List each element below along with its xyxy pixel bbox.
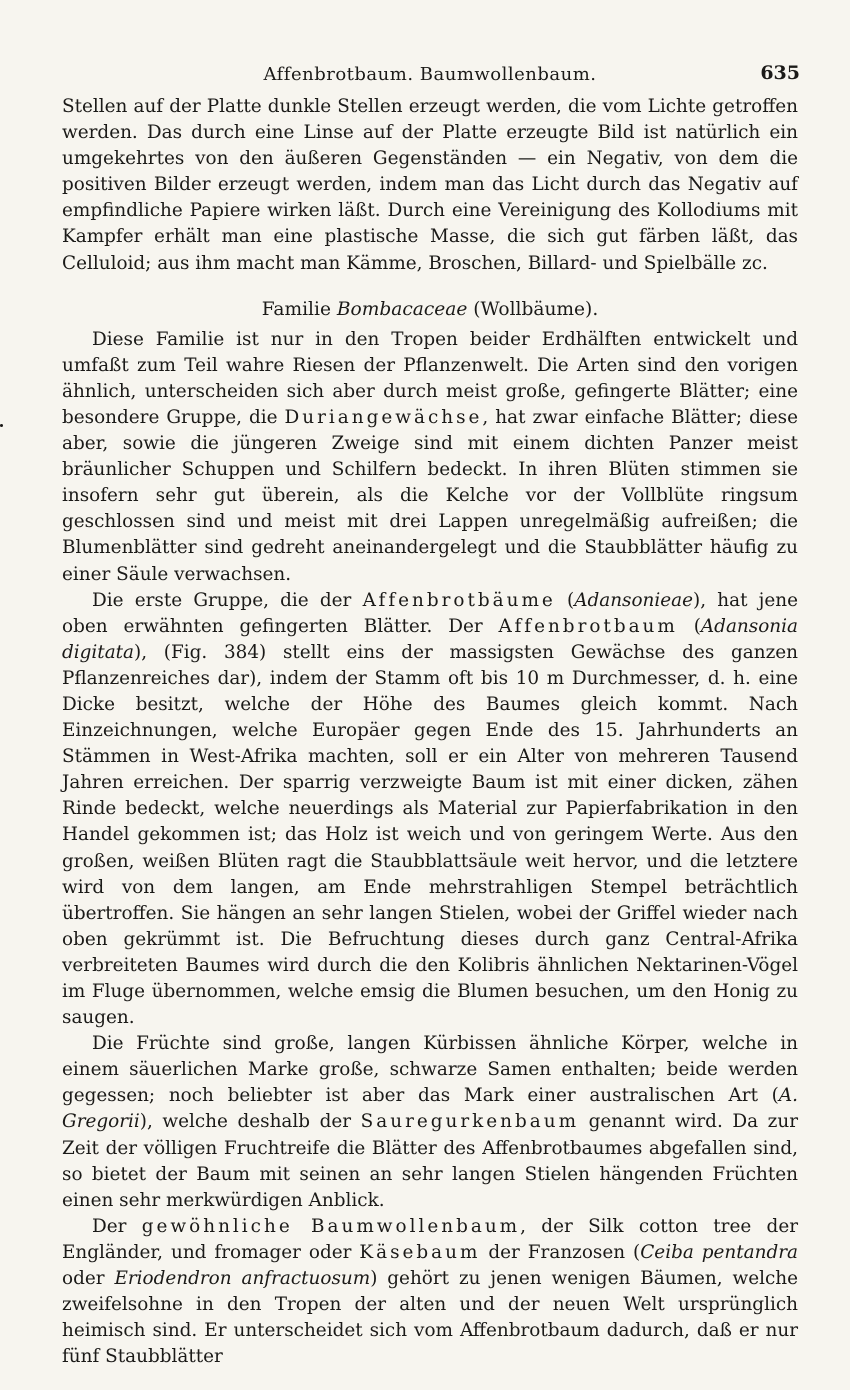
paragraph-4-t3: genannt wird. Da zur Zeit der völligen Fruchtreife die Blätter des Affenbrotbaumes abgefallen sind, so bietet der Baum mit seinen an sehr langen Stielen hängenden Früchten einen sehr merkwürdigen Anblick. xyxy=(62,1111,798,1211)
paragraph-5 xyxy=(62,1214,798,1371)
section-heading-pre: Familie xyxy=(261,298,337,320)
paragraph-3-spaced2: Affenbrotbaum xyxy=(498,615,678,637)
paragraph-5-latin1: Ceiba pentandra xyxy=(640,1241,799,1263)
paragraph-5-t4: oder xyxy=(62,1268,115,1290)
section-heading xyxy=(62,297,798,323)
paragraph-4-spaced1: Sauregurkenbaum xyxy=(360,1111,580,1133)
paragraph-5-latin2: Eriodendron anfractuosum xyxy=(114,1268,371,1290)
page xyxy=(62,60,798,1370)
paragraph-3-spaced1: Affenbrotbäume xyxy=(362,589,556,611)
paragraph-2-text-a: Diese Familie ist nur in den Tropen beider Erdhälften entwickelt und umfaßt zum Teil wahre Riesen der Pflanzenwelt. Die Arten sind den vorigen ähnlich, unterscheiden sich aber durch meist große, gefingerte Blätter; eine besondere Gruppe, die xyxy=(62,328,798,428)
body-text xyxy=(62,94,798,1370)
paragraph-1 xyxy=(62,94,798,277)
paragraph-5-t2: , der Silk cotton tree der Engländer, und fromager oder xyxy=(62,1215,799,1263)
paragraph-3 xyxy=(62,588,798,1032)
paragraph-5-t3: der Franzosen ( xyxy=(480,1241,641,1263)
paragraph-5-t5: ) gehört zu jenen wenigen Bäumen, welche zweifelsohne in den Tropen der alten und der neuen Welt ursprünglich heimisch sind. Er unterscheidet sich vom Affenbrotbaum dadurch, daß er nur fünf Staubblätter xyxy=(62,1268,798,1368)
running-title: Affenbrotbaum. Baumwollenbaum. xyxy=(263,64,597,85)
paragraph-1-text: Stellen auf der Platte dunkle Stellen erzeugt werden, die vom Lichte getroffen werden. Das durch eine Linse auf der Platte erzeugte Bild ist natürlich ein umgekehrtes von den äußeren Gegenständen — ein Negativ, von dem die positiven Bilder erzeugt werden, indem man das Licht durch das Negativ auf empfindliche Papiere wirken läßt. Durch eine Vereinigung des Kollodiums mit Kampfer erhält man eine plastische Masse, die sich gut färben läßt, das Celluloid; aus ihm macht man Kämme, Broschen, Billard- und Spielbälle zc. xyxy=(62,96,798,274)
paragraph-5-spaced1: gewöhnliche Baumwollenbaum xyxy=(141,1215,521,1237)
paragraph-2 xyxy=(62,327,798,588)
paragraph-4-t1: Die Früchte sind große, langen Kürbissen ähnliche Körper, welche in einem säuerlichen Marke große, schwarze Samen enthalten; beide werden gegessen; noch beliebter ist aber das Mark einer australischen Art ( xyxy=(62,1033,798,1107)
running-head xyxy=(62,60,798,94)
paragraph-2-spaced: Duriangewächse xyxy=(284,406,483,428)
paragraph-3-t2: ( xyxy=(555,589,575,611)
paragraph-3-t1: Die erste Gruppe, die der xyxy=(92,589,363,611)
paragraph-5-t1: Der xyxy=(92,1215,142,1237)
paragraph-3-t5: ), (Fig. 384) stellt eins der massigsten Gewächse des ganzen Pflanzenreiches dar), indem der Stamm oft bis 10 m Durchmesser, d. h. eine Dicke besitzt, welche der Höhe des Baumes gleich kommt. Nach Einzeichnungen, welche Europäer gegen Ende des 15. Jahrhunderts an Stämmen in West-Afrika machten, soll er ein Alter von mehreren Tausend Jahren erreichen. Der sparrig verzweigte Baum ist mit einer dicken, zähen Rinde bedeckt, welche neuerdings als Material zur Papierfabrikation in den Handel gekommen ist; das Holz ist weich und von geringem Werte. Aus den großen, weißen Blüten ragt die Staubblattsäule weit hervor, und die letztere wird von dem langen, am Ende mehrstrahligen Stempel beträchtlich übertroffen. Sie hängen an sehr langen Stielen, wobei der Griffel wieder nach oben gekrümmt ist. Die Befruchtung dieses durch ganz Central-Afrika verbreiteten Baumes wird durch die den Kolibris ähnlichen Nektarinen-Vögel im Fluge übernommen, welche emsig die Blumen besuchen, um den Honig zu saugen. xyxy=(62,641,798,1029)
paragraph-4-t2: ), welche deshalb der xyxy=(139,1111,361,1133)
page-number: 635 xyxy=(760,62,800,84)
paragraph-3-t3: ), hat jene oben erwähnten gefingerten Blätter. Der xyxy=(62,589,798,637)
section-heading-latin: Bombacaceae xyxy=(336,298,468,320)
paragraph-5-spaced2: Käsebaum xyxy=(359,1241,481,1263)
paragraph-3-latin1: Adansonieae xyxy=(574,589,694,611)
paragraph-4 xyxy=(62,1031,798,1214)
margin-mark xyxy=(0,424,3,427)
paragraph-4-latin1: A. Gregorii xyxy=(62,1085,798,1133)
paragraph-3-latin2: Adansonia digitata xyxy=(62,615,798,663)
section-heading-post: (Wollbäume). xyxy=(467,298,599,320)
paragraph-2-text-b: , hat zwar einfache Blätter; diese aber, sowie die jüngeren Zweige sind mit einem dichten Panzer meist bräunlicher Schuppen und Schilfern bedeckt. In ihren Blüten stimmen sie insofern sehr gut überein, als die Kelche vor der Vollblüte ringsum geschlossen sind und meist mit drei Lappen unregelmäßig aufreißen; die Blumenblätter sind gedreht aneinandergelegt und die Staubblätter häufig zu einer Säule verwachsen. xyxy=(62,406,798,585)
paragraph-3-t4: ( xyxy=(677,615,701,637)
